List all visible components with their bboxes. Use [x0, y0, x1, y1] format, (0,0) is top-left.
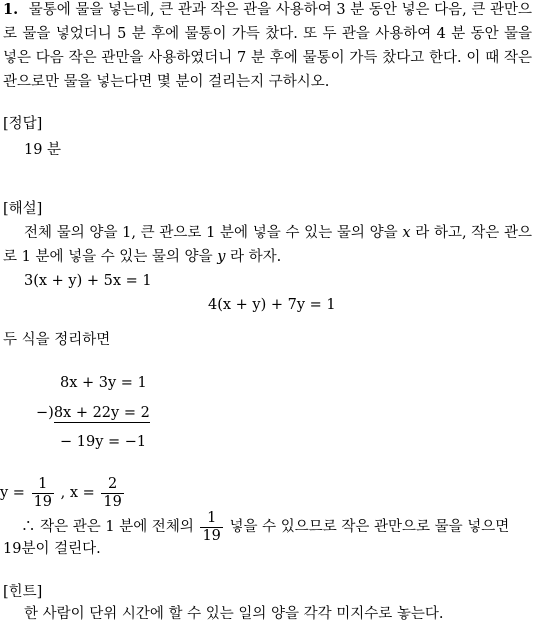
simplify-text: 두 식을 정리하면: [3, 332, 111, 348]
system-result: − 19y = −1: [60, 434, 147, 450]
conclusion-denominator: 19: [202, 527, 221, 544]
y-numerator: 1: [32, 476, 54, 494]
x-fraction: [101, 476, 123, 510]
conclusion-text-1: ∴ 작은 관은 1 분에 전체의: [21, 519, 194, 535]
intro-text-2: 라 하고, 작은 관으로 1 분에 넣을 수 있는 물의 양을: [3, 225, 532, 265]
conclusion-text-3: 19분이 걸린다.: [3, 541, 101, 557]
conclusion-text-2: 넣을 수 있으므로 작은 관만으로 물을 넣으면: [229, 519, 510, 535]
y-equals: y =: [0, 485, 25, 501]
explanation-intro: [3, 221, 532, 269]
intro-text-3: 라 하자.: [225, 249, 282, 265]
answer-value: 19 분: [24, 142, 62, 158]
x-denominator: 19: [103, 493, 122, 510]
equation-2: 4(x + y) + 7y = 1: [208, 297, 336, 313]
x-equals: x =: [69, 485, 95, 501]
x-numerator: 2: [101, 476, 123, 494]
y-denominator: 19: [33, 493, 53, 510]
answer-label: [정답]: [3, 116, 43, 132]
question-block: [3, 0, 532, 94]
conclusion-numerator: 1: [200, 510, 222, 528]
question-text: 물통에 물을 넣는데, 큰 관과 작은 관을 사용하여 3 분 동안 넣은 다음, 큰 관만으로 물을 넣었더니 5 분 후에 물통이 가득 찼다. 또 두 관을 사용하여 4 분 동안 물을 넣은 다음 작은 관만을 사용하였더니 7 분 후에 물통이 가득 찼다고 한다. 이 때 작은 관으로만 물을 넣는다면 몇 분이 걸리는지 구하시오.: [3, 2, 533, 90]
var-y: y: [217, 249, 226, 265]
system-bottom-equation: 8x + 22y = 2: [53, 405, 150, 421]
minus-sign: −): [36, 405, 54, 421]
system-subtract-row: [36, 402, 150, 424]
hint-label: [힌트]: [3, 584, 43, 600]
explanation-label: [해설]: [3, 201, 43, 217]
hint-text: 한 사람이 단위 시간에 할 수 있는 일의 양을 각각 미지수로 놓는다.: [24, 606, 444, 622]
separator: ,: [60, 485, 66, 501]
equation-1: 3(x + y) + 5x = 1: [24, 273, 152, 289]
var-x: x: [402, 225, 411, 241]
y-fraction: [32, 476, 54, 510]
conclusion-fraction: [200, 510, 222, 544]
system-top-equation: 8x + 3y = 1: [60, 375, 147, 391]
intro-text-1: 전체 물의 양을 1, 큰 관으로 1 분에 넣을 수 있는 물의 양을: [24, 225, 403, 241]
question-number: 1.: [3, 1, 19, 18]
solution-values: [0, 474, 126, 512]
